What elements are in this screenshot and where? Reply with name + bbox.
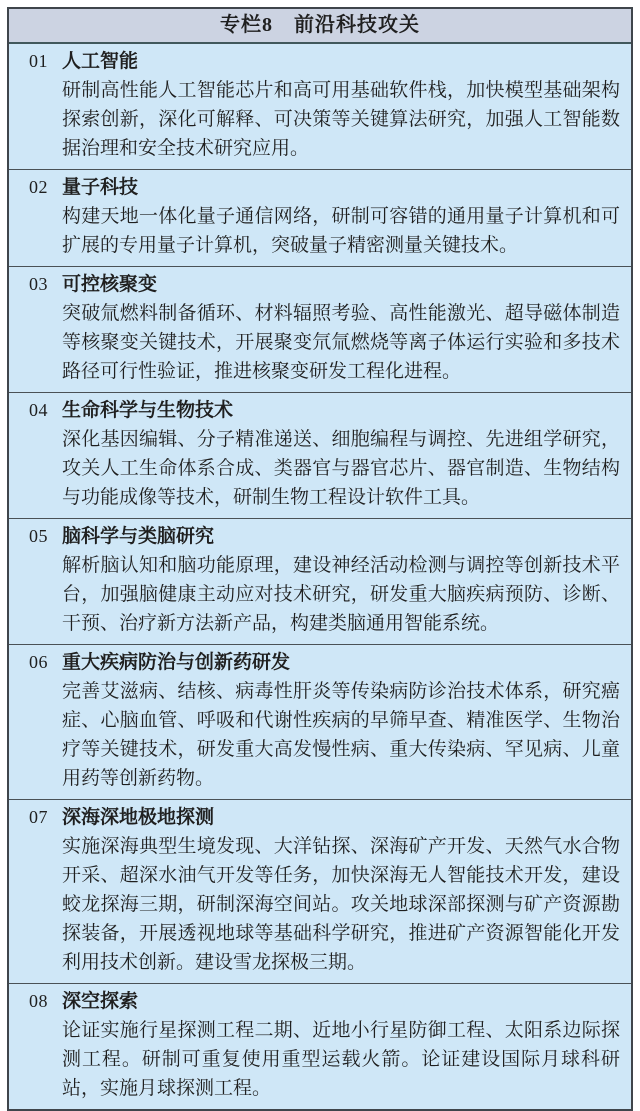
row-artificial-intelligence — [9, 44, 631, 169]
feature-box-header — [9, 9, 631, 44]
row-title: 可控核聚变 — [62, 274, 158, 295]
row-deep-space-exploration — [9, 983, 631, 1109]
row-deep-sea-earth-polar — [9, 799, 631, 983]
row-number: 07 — [29, 807, 48, 827]
row-text: 解析脑认知和脑功能原理，建设神经活动检测与调控等创新技术平台，加强脑健康主动应对技术研究，研发重大脑疾病预防、诊断、干预、治疗新方法新产品，构建类脑通用智能系统。 — [62, 555, 620, 634]
row-quantum-technology — [9, 169, 631, 266]
row-controlled-nuclear-fusion — [9, 266, 631, 392]
row-title: 重大疾病防治与创新药研发 — [62, 652, 291, 673]
feature-box — [7, 7, 633, 1111]
row-text: 构建天地一体化量子通信网络，研制可容错的通用量子计算机和可扩展的专用量子计算机，突破量子精密测量关键技术。 — [62, 206, 620, 256]
row-number: 03 — [29, 274, 48, 294]
row-title: 脑科学与类脑研究 — [62, 526, 215, 547]
row-text: 完善艾滋病、结核、病毒性肝炎等传染病防诊治技术体系，研究癌症、心脑血管、呼吸和代谢性疾病的早筛早查、精准医学、生物治疗等关键技术，研发重大高发慢性病、重大传染病、罕见病、儿童用药等创新药物。 — [62, 681, 620, 789]
row-number: 04 — [29, 400, 48, 420]
page — [0, 7, 640, 1099]
row-text: 深化基因编辑、分子精准递送、细胞编程与调控、先进组学研究，攻关人工生命体系合成、类器官与器官芯片、器官制造、生物结构与功能成像等技术，研制生物工程设计软件工具。 — [62, 429, 620, 508]
row-title: 量子科技 — [62, 177, 139, 198]
row-number: 08 — [29, 991, 48, 1011]
row-title: 深空探索 — [62, 991, 139, 1012]
row-disease-prevention-drugs — [9, 644, 631, 799]
row-text: 论证实施行星探测工程二期、近地小行星防御工程、太阳系边际探测工程。研制可重复使用重型运载火箭。论证建设国际月球科研站，实施月球探测工程。 — [62, 1020, 620, 1099]
row-title: 生命科学与生物技术 — [62, 400, 234, 421]
row-brain-science — [9, 518, 631, 644]
row-text: 实施深海典型生境发现、大洋钻探、深海矿产开发、天然气水合物开采、超深水油气开发等任务，加快深海无人智能技术开发，建设蛟龙探海三期，研制深海空间站。攻关地球深部探测与矿产资源勘探装备，开展透视地球等基础科学研究，推进矿产资源智能化开发利用技术创新。建设雪龙探极三期。 — [62, 836, 620, 973]
row-text: 研制高性能人工智能芯片和高可用基础软件栈，加快模型基础架构探索创新，深化可解释、可决策等关键算法研究，加强人工智能数据治理和安全技术研究应用。 — [62, 80, 620, 159]
row-number: 02 — [29, 177, 48, 197]
row-number: 05 — [29, 526, 48, 546]
row-number: 01 — [29, 51, 48, 71]
feature-box-title: 专栏8 前沿科技攻关 — [220, 14, 420, 36]
row-title: 深海深地极地探测 — [62, 807, 215, 828]
row-title: 人工智能 — [62, 51, 139, 72]
row-text: 突破氚燃料制备循环、材料辐照考验、高性能激光、超导磁体制造等核聚变关键技术，开展聚变氘氚燃烧等离子体运行实验和多技术路径可行性验证，推进核聚变研发工程化进程。 — [62, 303, 620, 382]
row-number: 06 — [29, 652, 48, 672]
row-life-science-biotech — [9, 392, 631, 518]
